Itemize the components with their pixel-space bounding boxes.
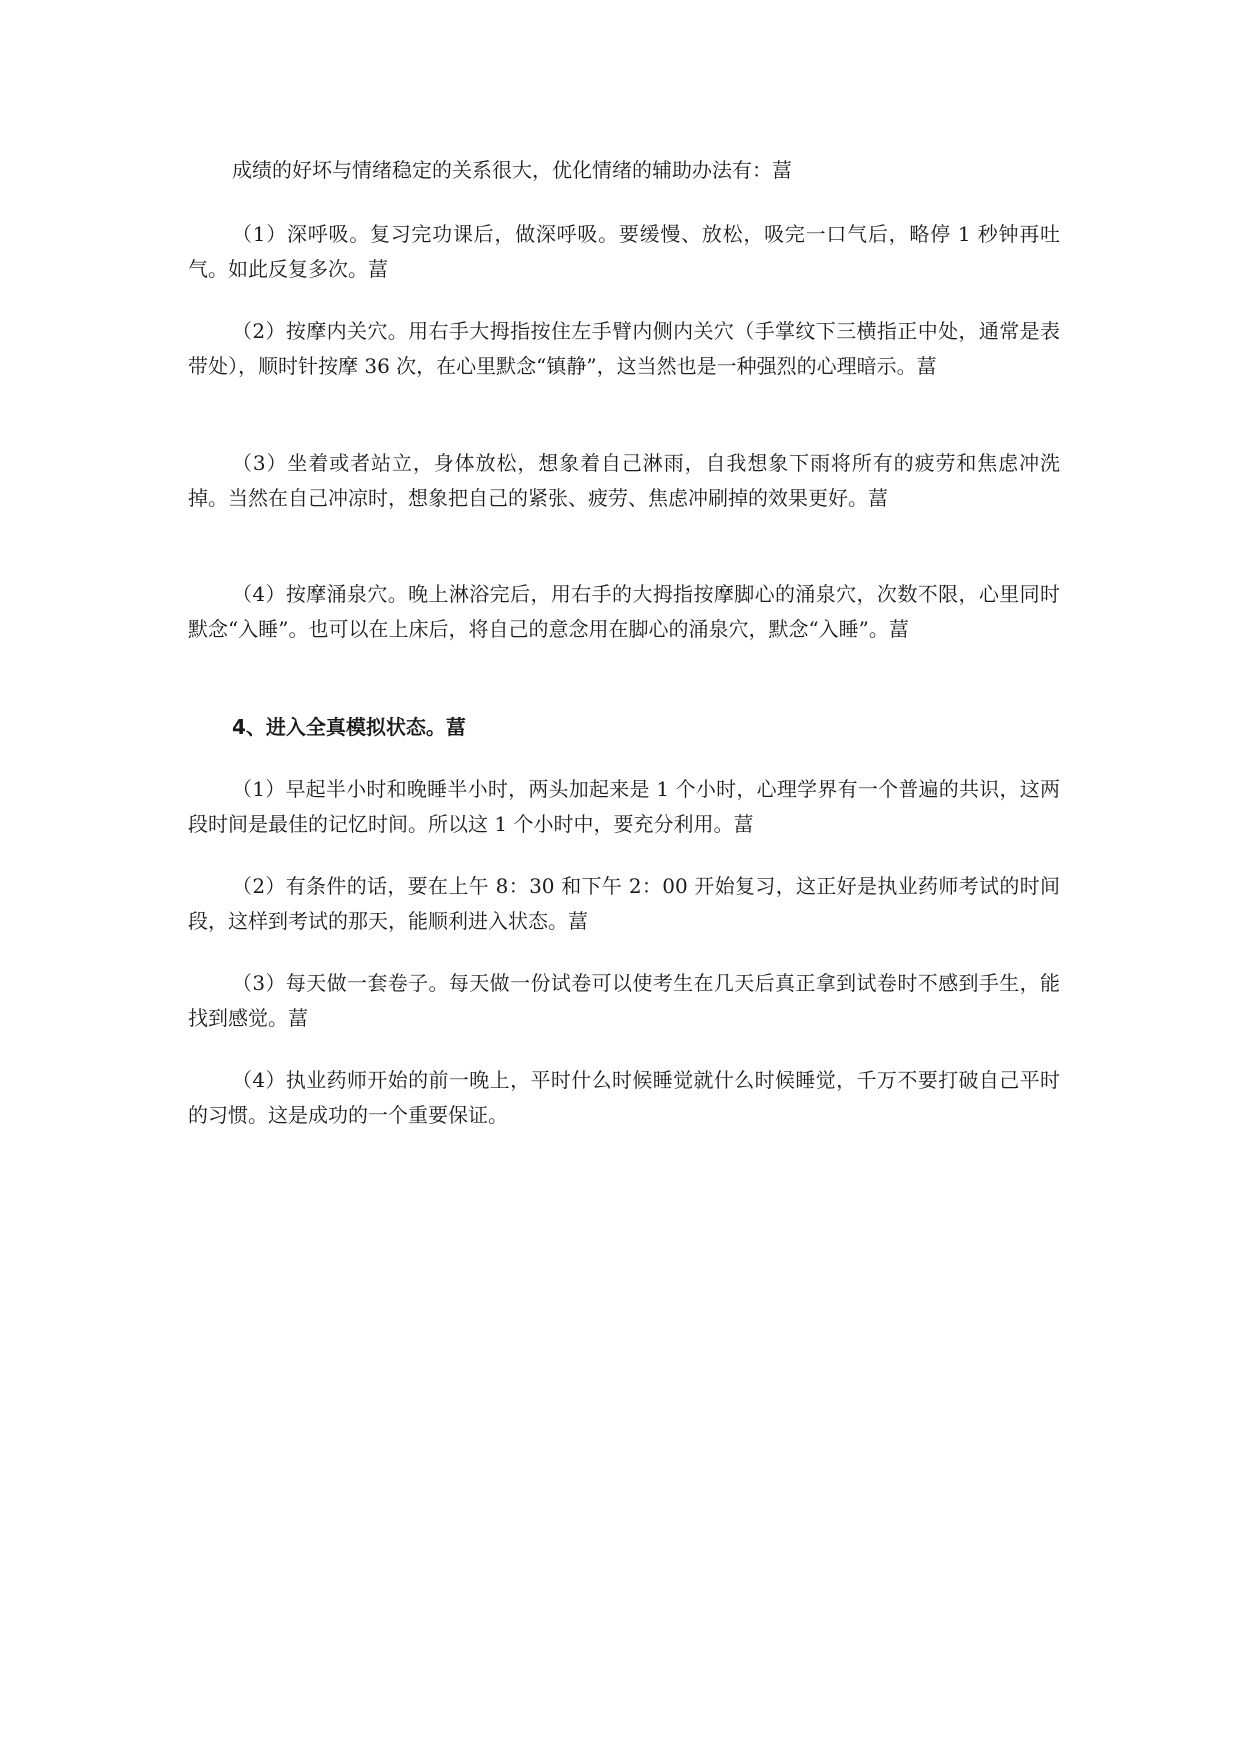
simulation-3-paragraph: （3）每天做一套卷子。每天做一份试卷可以使考生在几天后真正拿到试卷时不感到手生，能找到感觉。葍	[188, 971, 1060, 1030]
simulation-1-paragraph: （1）早起半小时和晚睡半小时，两头加起来是 1 个小时，心理学界有一个普遍的共识，这两段时间是最佳的记忆时间。所以这 1 个小时中，要充分利用。葍	[188, 777, 1060, 836]
simulation-4-paragraph: （4）执业药师开始的前一晚上，平时什么时候睡觉就什么时候睡觉，千万不要打破自己平时的习惯。这是成功的一个重要保证。	[188, 1068, 1060, 1127]
method-2-paragraph: （2）按摩内关穴。用右手大拇指按住左手臂内侧内关穴（手掌纹下三横指正中处，通常是表带处），顺时针按摩 36 次，在心里默念“镇静”，这当然也是一种强烈的心理暗示。葍	[188, 319, 1060, 378]
section-heading: 4、进入全真模拟状态。葍	[232, 715, 466, 739]
simulation-2-paragraph: （2）有条件的话，要在上午 8：30 和下午 2：00 开始复习，这正好是执业药师考试的时间段，这样到考试的那天，能顺利进入状态。葍	[188, 874, 1060, 933]
method-1-paragraph: （1）深呼吸。复习完功课后，做深呼吸。要缓慢、放松，吸完一口气后，略停 1 秒钟再吐气。如此反复多次。葍	[188, 222, 1060, 281]
intro-paragraph: 成绩的好坏与情绪稳定的关系很大，优化情绪的辅助办法有：葍	[232, 158, 792, 182]
method-4-paragraph: （4）按摩涌泉穴。晚上淋浴完后，用右手的大拇指按摩脚心的涌泉穴，次数不限，心里同时默念“入睡”。也可以在上床后，将自己的意念用在脚心的涌泉穴，默念“入睡”。葍	[188, 582, 1060, 641]
method-3-paragraph: （3）坐着或者站立，身体放松，想象着自己淋雨，自我想象下雨将所有的疲劳和焦虑冲洗掉。当然在自己冲凉时，想象把自己的紧张、疲劳、焦虑冲刷掉的效果更好。葍	[188, 451, 1060, 510]
